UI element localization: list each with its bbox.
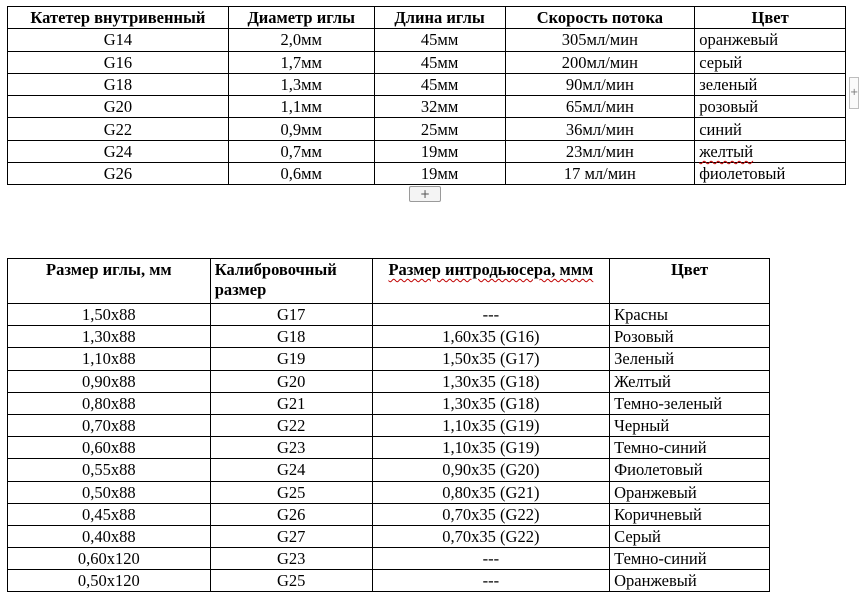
cell-introducer: 0,70x35 (G22)	[372, 503, 610, 525]
cell-gauge: G24	[8, 140, 229, 162]
cell-gauge: G27	[210, 525, 372, 547]
cell-needle-size: 0,50x88	[8, 481, 211, 503]
table-row	[8, 96, 846, 118]
header-color: Цвет	[610, 259, 770, 304]
cell-introducer: 1,30x35 (G18)	[372, 370, 610, 392]
table-row	[8, 481, 770, 503]
cell-gauge: G24	[210, 459, 372, 481]
cell-introducer: ---	[372, 548, 610, 570]
cell-gauge: G25	[210, 481, 372, 503]
cell-diameter: 0,6мм	[228, 163, 374, 185]
cell-flow: 200мл/мин	[505, 51, 695, 73]
cell-gauge: G22	[210, 414, 372, 436]
cell-color: розовый	[695, 96, 846, 118]
cell-diameter: 1,3мм	[228, 73, 374, 95]
cell-gauge: G20	[210, 370, 372, 392]
cell-color: оранжевый	[695, 29, 846, 51]
cell-color: синий	[695, 118, 846, 140]
needle-table-header-row	[8, 259, 770, 304]
cell-introducer: 0,80x35 (G21)	[372, 481, 610, 503]
table-edge-handle[interactable]: +	[849, 77, 859, 109]
cell-color: Красны	[610, 304, 770, 326]
table-row	[8, 392, 770, 414]
table-row	[8, 29, 846, 51]
header-flow-rate: Скорость потока	[505, 7, 695, 29]
cell-needle-size: 0,45x88	[8, 503, 211, 525]
table-row	[8, 51, 846, 73]
table-row	[8, 437, 770, 459]
cell-introducer: 1,50x35 (G17)	[372, 348, 610, 370]
needle-size-table	[7, 258, 770, 592]
cell-flow: 90мл/мин	[505, 73, 695, 95]
add-row-button[interactable]: +	[409, 186, 441, 202]
cell-flow: 23мл/мин	[505, 140, 695, 162]
cell-color: зеленый	[695, 73, 846, 95]
cell-color	[695, 140, 846, 162]
cell-length: 45мм	[374, 51, 505, 73]
table-row	[8, 163, 846, 185]
cell-color: Серый	[610, 525, 770, 547]
header-calibration-size: Калибровочный размер	[210, 259, 372, 304]
cell-diameter: 0,9мм	[228, 118, 374, 140]
catheter-table	[7, 6, 846, 185]
table-row	[8, 73, 846, 95]
cell-gauge: G19	[210, 348, 372, 370]
cell-gauge: G14	[8, 29, 229, 51]
header-needle-diameter: Диаметр иглы	[228, 7, 374, 29]
cell-gauge: G16	[8, 51, 229, 73]
cell-length: 45мм	[374, 73, 505, 95]
cell-color: Темно-синий	[610, 548, 770, 570]
header-needle-length: Длина иглы	[374, 7, 505, 29]
cell-color: Оранжевый	[610, 481, 770, 503]
table-row	[8, 304, 770, 326]
cell-diameter: 2,0мм	[228, 29, 374, 51]
cell-flow: 65мл/мин	[505, 96, 695, 118]
cell-needle-size: 1,30x88	[8, 326, 211, 348]
cell-color: Темно-зеленый	[610, 392, 770, 414]
cell-color: Черный	[610, 414, 770, 436]
cell-needle-size: 0,40x88	[8, 525, 211, 547]
spellcheck-word: Размер интродьюсера, ммм	[388, 260, 594, 279]
table-row	[8, 326, 770, 348]
cell-introducer: ---	[372, 570, 610, 592]
cell-needle-size: 0,60x120	[8, 548, 211, 570]
cell-gauge: G18	[210, 326, 372, 348]
cell-length: 45мм	[374, 29, 505, 51]
table-row	[8, 548, 770, 570]
cell-introducer: ---	[372, 304, 610, 326]
cell-gauge: G20	[8, 96, 229, 118]
cell-needle-size: 0,90x88	[8, 370, 211, 392]
cell-gauge: G23	[210, 548, 372, 570]
cell-color: серый	[695, 51, 846, 73]
cell-color: Оранжевый	[610, 570, 770, 592]
header-introducer-size	[372, 259, 610, 304]
header-needle-size: Размер иглы, мм	[8, 259, 211, 304]
cell-introducer: 1,10x35 (G19)	[372, 437, 610, 459]
spellcheck-word: желтый	[699, 141, 754, 161]
cell-diameter: 0,7мм	[228, 140, 374, 162]
cell-color: Фиолетовый	[610, 459, 770, 481]
cell-flow: 305мл/мин	[505, 29, 695, 51]
cell-needle-size: 0,60x88	[8, 437, 211, 459]
table-row	[8, 118, 846, 140]
cell-color: Коричневый	[610, 503, 770, 525]
cell-length: 32мм	[374, 96, 505, 118]
table-row	[8, 348, 770, 370]
table-row	[8, 459, 770, 481]
cell-flow: 17 мл/мин	[505, 163, 695, 185]
table-row	[8, 140, 846, 162]
table-row	[8, 370, 770, 392]
cell-needle-size: 1,10x88	[8, 348, 211, 370]
cell-needle-size: 0,70x88	[8, 414, 211, 436]
table-row	[8, 525, 770, 547]
cell-length: 25мм	[374, 118, 505, 140]
cell-needle-size: 0,50x120	[8, 570, 211, 592]
cell-introducer: 0,90x35 (G20)	[372, 459, 610, 481]
cell-gauge: G21	[210, 392, 372, 414]
cell-introducer: 1,10x35 (G19)	[372, 414, 610, 436]
cell-needle-size: 1,50x88	[8, 304, 211, 326]
table-row	[8, 414, 770, 436]
catheter-table-header-row	[8, 7, 846, 29]
table-row	[8, 570, 770, 592]
cell-gauge: G26	[8, 163, 229, 185]
cell-color: Желтый	[610, 370, 770, 392]
cell-introducer: 1,60x35 (G16)	[372, 326, 610, 348]
cell-introducer: 0,70x35 (G22)	[372, 525, 610, 547]
cell-gauge: G18	[8, 73, 229, 95]
cell-gauge: G17	[210, 304, 372, 326]
cell-color: Зеленый	[610, 348, 770, 370]
cell-needle-size: 0,55x88	[8, 459, 211, 481]
header-color: Цвет	[695, 7, 846, 29]
cell-gauge: G25	[210, 570, 372, 592]
cell-color: фиолетовый	[695, 163, 846, 185]
cell-color: Темно-синий	[610, 437, 770, 459]
cell-introducer: 1,30x35 (G18)	[372, 392, 610, 414]
table-row	[8, 503, 770, 525]
header-catheter: Катетер внутривенный	[8, 7, 229, 29]
cell-diameter: 1,1мм	[228, 96, 374, 118]
cell-diameter: 1,7мм	[228, 51, 374, 73]
cell-gauge: G23	[210, 437, 372, 459]
cell-gauge: G26	[210, 503, 372, 525]
cell-needle-size: 0,80x88	[8, 392, 211, 414]
cell-flow: 36мл/мин	[505, 118, 695, 140]
cell-length: 19мм	[374, 140, 505, 162]
cell-length: 19мм	[374, 163, 505, 185]
cell-gauge: G22	[8, 118, 229, 140]
cell-color: Розовый	[610, 326, 770, 348]
